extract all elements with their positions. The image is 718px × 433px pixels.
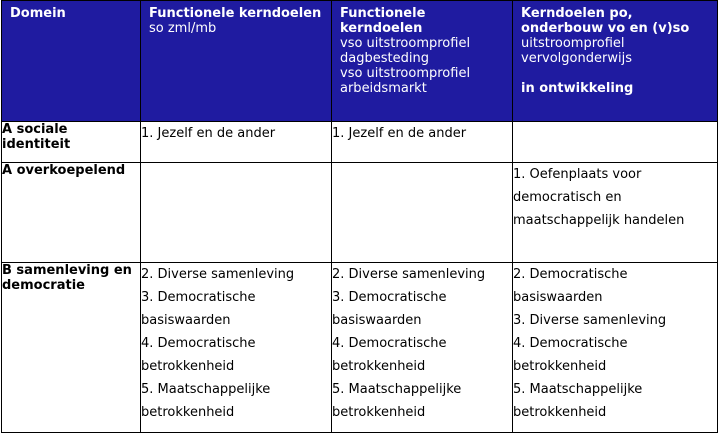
status-label: in ontwikkeling [521, 81, 634, 96]
goals-cell: 1. Jezelf en de ander [332, 122, 513, 163]
header-functionele-kerndoelen-vso: Functionele kerndoelen vso uitstroomprofiel dagbesteding vso uitstroomprofiel arbeidsmarkt [332, 1, 513, 122]
table-row [2, 122, 718, 163]
goals-cell: 1. Jezelf en de ander [141, 122, 332, 163]
goals-cell [332, 163, 513, 263]
domain-cell: A sociale identiteit [2, 122, 141, 163]
goals-cell [141, 163, 332, 263]
goals-cell: 2. Diverse samenleving 3. Democratische basiswaarden 4. Democratische betrokkenheid 5. Maatschappelijke betrokkenheid [332, 263, 513, 433]
header-functionele-kerndoelen-so: Functionele kerndoelen so zml/mb [141, 1, 332, 122]
goals-cell: 1. Oefenplaats voor democratisch en maatschappelijk handelen [513, 163, 718, 263]
header-domein: Domein [2, 1, 141, 122]
goals-cell: 2. Democratische basiswaarden 3. Diverse samenleving 4. Democratische betrokkenheid 5. Maatschappelijke betrokkenheid [513, 263, 718, 433]
goals-cell [513, 122, 718, 163]
table-row [2, 163, 718, 263]
table-row [2, 263, 718, 433]
kerndoelen-table [1, 0, 718, 433]
header-kerndoelen-po: Kerndoelen po, onderbouw vo en (v)so uitstroomprofiel vervolgonderwijs in ontwikkeling [513, 1, 718, 122]
goals-cell: 2. Diverse samenleving 3. Democratische basiswaarden 4. Democratische betrokkenheid 5. Maatschappelijke betrokkenheid [141, 263, 332, 433]
header-sub: so zml/mb [149, 21, 217, 36]
header-row [2, 1, 718, 122]
domain-cell: A overkoepelend [2, 163, 141, 263]
domain-cell: B samenleving en democratie [2, 263, 141, 433]
